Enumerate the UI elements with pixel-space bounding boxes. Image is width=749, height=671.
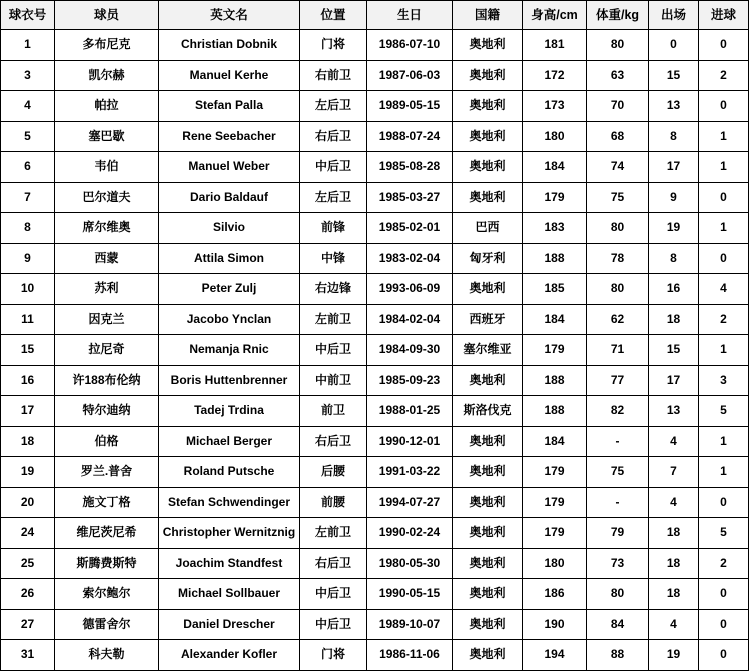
cell-english-name: Tadej Trdina [159, 396, 300, 427]
cell-goals: 0 [699, 243, 749, 274]
cell-birthday: 1985-03-27 [367, 182, 453, 213]
cell-birthday: 1980-05-30 [367, 548, 453, 579]
cell-player: 多布尼克 [55, 30, 159, 61]
cell-nationality: 奥地利 [453, 609, 523, 640]
cell-english-name: Silvio [159, 213, 300, 244]
cell-weight: 74 [587, 152, 649, 183]
cell-weight: - [587, 426, 649, 457]
column-header-appearances: 出场 [649, 1, 699, 30]
cell-nationality: 奥地利 [453, 91, 523, 122]
cell-position: 左前卫 [300, 518, 367, 549]
cell-birthday: 1989-05-15 [367, 91, 453, 122]
table-row [1, 213, 749, 244]
table-row [1, 396, 749, 427]
cell-position: 门将 [300, 30, 367, 61]
cell-appearances: 17 [649, 152, 699, 183]
cell-position: 右后卫 [300, 548, 367, 579]
cell-position: 右后卫 [300, 121, 367, 152]
cell-height: 194 [523, 640, 587, 671]
cell-player: 苏利 [55, 274, 159, 305]
cell-player: 德雷舍尔 [55, 609, 159, 640]
table-row [1, 243, 749, 274]
cell-english-name: Nemanja Rnic [159, 335, 300, 366]
table-row [1, 121, 749, 152]
cell-nationality: 奥地利 [453, 457, 523, 488]
cell-shirt-number: 26 [1, 579, 55, 610]
cell-shirt-number: 24 [1, 518, 55, 549]
cell-nationality: 奥地利 [453, 152, 523, 183]
cell-weight: 70 [587, 91, 649, 122]
cell-nationality: 奥地利 [453, 121, 523, 152]
cell-shirt-number: 10 [1, 274, 55, 305]
cell-goals: 5 [699, 518, 749, 549]
cell-goals: 1 [699, 335, 749, 366]
cell-weight: 80 [587, 274, 649, 305]
cell-position: 后腰 [300, 457, 367, 488]
cell-english-name: Alexander Kofler [159, 640, 300, 671]
cell-appearances: 18 [649, 579, 699, 610]
cell-english-name: Attila Simon [159, 243, 300, 274]
cell-shirt-number: 19 [1, 457, 55, 488]
cell-goals: 2 [699, 60, 749, 91]
cell-player: 斯腾费斯特 [55, 548, 159, 579]
column-header-height: 身高/cm [523, 1, 587, 30]
cell-goals: 0 [699, 487, 749, 518]
cell-appearances: 15 [649, 335, 699, 366]
cell-appearances: 8 [649, 243, 699, 274]
cell-player: 拉尼奇 [55, 335, 159, 366]
cell-weight: 88 [587, 640, 649, 671]
cell-player: 科夫勒 [55, 640, 159, 671]
cell-position: 前卫 [300, 396, 367, 427]
cell-position: 门将 [300, 640, 367, 671]
cell-birthday: 1990-02-24 [367, 518, 453, 549]
cell-birthday: 1988-07-24 [367, 121, 453, 152]
cell-position: 前锋 [300, 213, 367, 244]
cell-position: 中后卫 [300, 152, 367, 183]
table-row [1, 60, 749, 91]
table-row [1, 182, 749, 213]
cell-shirt-number: 1 [1, 30, 55, 61]
cell-height: 185 [523, 274, 587, 305]
cell-goals: 5 [699, 396, 749, 427]
cell-goals: 0 [699, 91, 749, 122]
column-header-player: 球员 [55, 1, 159, 30]
cell-birthday: 1987-06-03 [367, 60, 453, 91]
cell-height: 179 [523, 457, 587, 488]
table-row [1, 426, 749, 457]
cell-shirt-number: 4 [1, 91, 55, 122]
table-row [1, 609, 749, 640]
cell-birthday: 1991-03-22 [367, 457, 453, 488]
cell-position: 中前卫 [300, 365, 367, 396]
column-header-weight: 体重/kg [587, 1, 649, 30]
cell-nationality: 奥地利 [453, 365, 523, 396]
cell-weight: 80 [587, 30, 649, 61]
cell-nationality: 匈牙利 [453, 243, 523, 274]
column-header-goals: 进球 [699, 1, 749, 30]
cell-appearances: 19 [649, 213, 699, 244]
cell-shirt-number: 31 [1, 640, 55, 671]
cell-nationality: 塞尔维亚 [453, 335, 523, 366]
cell-position: 中后卫 [300, 335, 367, 366]
cell-goals: 0 [699, 640, 749, 671]
cell-weight: 71 [587, 335, 649, 366]
cell-birthday: 1986-07-10 [367, 30, 453, 61]
cell-height: 180 [523, 548, 587, 579]
cell-nationality: 奥地利 [453, 60, 523, 91]
cell-goals: 0 [699, 579, 749, 610]
cell-goals: 0 [699, 182, 749, 213]
cell-position: 中后卫 [300, 609, 367, 640]
cell-english-name: Manuel Kerhe [159, 60, 300, 91]
cell-shirt-number: 7 [1, 182, 55, 213]
cell-goals: 1 [699, 121, 749, 152]
cell-nationality: 斯洛伐克 [453, 396, 523, 427]
cell-height: 173 [523, 91, 587, 122]
cell-goals: 0 [699, 30, 749, 61]
cell-english-name: Stefan Schwendinger [159, 487, 300, 518]
cell-english-name: Christopher Wernitznig [159, 518, 300, 549]
cell-height: 184 [523, 426, 587, 457]
cell-shirt-number: 25 [1, 548, 55, 579]
cell-weight: 84 [587, 609, 649, 640]
cell-appearances: 15 [649, 60, 699, 91]
cell-player: 帕拉 [55, 91, 159, 122]
cell-nationality: 奥地利 [453, 548, 523, 579]
cell-height: 179 [523, 182, 587, 213]
cell-nationality: 西班牙 [453, 304, 523, 335]
cell-birthday: 1983-02-04 [367, 243, 453, 274]
cell-height: 179 [523, 335, 587, 366]
cell-birthday: 1994-07-27 [367, 487, 453, 518]
cell-english-name: Roland Putsche [159, 457, 300, 488]
cell-height: 179 [523, 487, 587, 518]
table-header [1, 1, 749, 30]
cell-height: 188 [523, 396, 587, 427]
cell-position: 左后卫 [300, 91, 367, 122]
cell-nationality: 奥地利 [453, 518, 523, 549]
cell-appearances: 19 [649, 640, 699, 671]
column-header-position: 位置 [300, 1, 367, 30]
table-row [1, 457, 749, 488]
column-header-nationality: 国籍 [453, 1, 523, 30]
column-header-english-name: 英文名 [159, 1, 300, 30]
cell-weight: 80 [587, 579, 649, 610]
cell-english-name: Michael Sollbauer [159, 579, 300, 610]
cell-goals: 3 [699, 365, 749, 396]
cell-shirt-number: 5 [1, 121, 55, 152]
cell-goals: 0 [699, 609, 749, 640]
cell-weight: 80 [587, 213, 649, 244]
cell-height: 188 [523, 243, 587, 274]
cell-weight: - [587, 487, 649, 518]
cell-english-name: Rene Seebacher [159, 121, 300, 152]
table-body [1, 30, 749, 671]
cell-height: 179 [523, 518, 587, 549]
cell-height: 184 [523, 304, 587, 335]
cell-player: 索尔鲍尔 [55, 579, 159, 610]
cell-english-name: Joachim Standfest [159, 548, 300, 579]
cell-english-name: Michael Berger [159, 426, 300, 457]
cell-goals: 4 [699, 274, 749, 305]
cell-appearances: 16 [649, 274, 699, 305]
cell-shirt-number: 3 [1, 60, 55, 91]
cell-english-name: Daniel Drescher [159, 609, 300, 640]
cell-nationality: 奥地利 [453, 640, 523, 671]
table-row [1, 30, 749, 61]
cell-birthday: 1993-06-09 [367, 274, 453, 305]
cell-position: 右前卫 [300, 60, 367, 91]
cell-player: 特尔迪纳 [55, 396, 159, 427]
cell-height: 188 [523, 365, 587, 396]
cell-appearances: 4 [649, 609, 699, 640]
cell-player: 西蒙 [55, 243, 159, 274]
cell-birthday: 1989-10-07 [367, 609, 453, 640]
cell-position: 前腰 [300, 487, 367, 518]
cell-appearances: 13 [649, 396, 699, 427]
cell-appearances: 7 [649, 457, 699, 488]
cell-weight: 82 [587, 396, 649, 427]
cell-shirt-number: 15 [1, 335, 55, 366]
cell-goals: 2 [699, 304, 749, 335]
cell-height: 181 [523, 30, 587, 61]
cell-shirt-number: 9 [1, 243, 55, 274]
cell-english-name: Stefan Palla [159, 91, 300, 122]
table-row [1, 91, 749, 122]
cell-goals: 1 [699, 213, 749, 244]
cell-player: 维尼茨尼希 [55, 518, 159, 549]
cell-appearances: 18 [649, 304, 699, 335]
cell-weight: 73 [587, 548, 649, 579]
cell-weight: 68 [587, 121, 649, 152]
cell-nationality: 奥地利 [453, 487, 523, 518]
cell-player: 施文丁格 [55, 487, 159, 518]
cell-appearances: 13 [649, 91, 699, 122]
cell-english-name: Boris Huttenbrenner [159, 365, 300, 396]
cell-appearances: 17 [649, 365, 699, 396]
cell-birthday: 1984-09-30 [367, 335, 453, 366]
cell-height: 186 [523, 579, 587, 610]
cell-weight: 75 [587, 457, 649, 488]
cell-weight: 63 [587, 60, 649, 91]
cell-appearances: 8 [649, 121, 699, 152]
cell-weight: 75 [587, 182, 649, 213]
cell-player: 罗兰.普舍 [55, 457, 159, 488]
cell-goals: 2 [699, 548, 749, 579]
cell-shirt-number: 17 [1, 396, 55, 427]
cell-shirt-number: 6 [1, 152, 55, 183]
cell-player: 席尔维奥 [55, 213, 159, 244]
cell-shirt-number: 11 [1, 304, 55, 335]
cell-appearances: 18 [649, 548, 699, 579]
table-row [1, 365, 749, 396]
cell-birthday: 1985-08-28 [367, 152, 453, 183]
cell-goals: 1 [699, 426, 749, 457]
table-row [1, 274, 749, 305]
column-header-shirt-number: 球衣号 [1, 1, 55, 30]
cell-shirt-number: 18 [1, 426, 55, 457]
table-header-row [1, 1, 749, 30]
cell-weight: 62 [587, 304, 649, 335]
cell-weight: 77 [587, 365, 649, 396]
cell-nationality: 巴西 [453, 213, 523, 244]
cell-height: 180 [523, 121, 587, 152]
cell-birthday: 1986-11-06 [367, 640, 453, 671]
cell-appearances: 0 [649, 30, 699, 61]
cell-english-name: Manuel Weber [159, 152, 300, 183]
cell-player: 因克兰 [55, 304, 159, 335]
cell-birthday: 1990-05-15 [367, 579, 453, 610]
cell-player: 韦伯 [55, 152, 159, 183]
cell-height: 184 [523, 152, 587, 183]
cell-player: 凯尔赫 [55, 60, 159, 91]
table-row [1, 579, 749, 610]
cell-shirt-number: 27 [1, 609, 55, 640]
cell-weight: 78 [587, 243, 649, 274]
cell-nationality: 奥地利 [453, 579, 523, 610]
cell-appearances: 9 [649, 182, 699, 213]
cell-height: 172 [523, 60, 587, 91]
cell-goals: 1 [699, 457, 749, 488]
cell-position: 右后卫 [300, 426, 367, 457]
cell-english-name: Peter Zulj [159, 274, 300, 305]
cell-position: 左前卫 [300, 304, 367, 335]
table-row [1, 152, 749, 183]
cell-player: 许188布伦纳 [55, 365, 159, 396]
cell-height: 190 [523, 609, 587, 640]
cell-height: 183 [523, 213, 587, 244]
column-header-birthday: 生日 [367, 1, 453, 30]
cell-english-name: Dario Baldauf [159, 182, 300, 213]
cell-player: 塞巴歇 [55, 121, 159, 152]
cell-shirt-number: 20 [1, 487, 55, 518]
cell-birthday: 1985-09-23 [367, 365, 453, 396]
table-row [1, 487, 749, 518]
cell-appearances: 4 [649, 426, 699, 457]
cell-english-name: Christian Dobnik [159, 30, 300, 61]
cell-shirt-number: 8 [1, 213, 55, 244]
table-row [1, 548, 749, 579]
cell-nationality: 奥地利 [453, 426, 523, 457]
table-row [1, 518, 749, 549]
cell-player: 伯格 [55, 426, 159, 457]
table-row [1, 304, 749, 335]
cell-goals: 1 [699, 152, 749, 183]
cell-shirt-number: 16 [1, 365, 55, 396]
cell-player: 巴尔道夫 [55, 182, 159, 213]
cell-nationality: 奥地利 [453, 274, 523, 305]
cell-birthday: 1984-02-04 [367, 304, 453, 335]
cell-appearances: 18 [649, 518, 699, 549]
cell-english-name: Jacobo Ynclan [159, 304, 300, 335]
cell-birthday: 1990-12-01 [367, 426, 453, 457]
cell-weight: 79 [587, 518, 649, 549]
cell-position: 中锋 [300, 243, 367, 274]
cell-birthday: 1988-01-25 [367, 396, 453, 427]
table-row [1, 640, 749, 671]
table-row [1, 335, 749, 366]
cell-birthday: 1985-02-01 [367, 213, 453, 244]
cell-nationality: 奥地利 [453, 30, 523, 61]
cell-position: 右边锋 [300, 274, 367, 305]
cell-position: 左后卫 [300, 182, 367, 213]
cell-position: 中后卫 [300, 579, 367, 610]
cell-appearances: 4 [649, 487, 699, 518]
cell-nationality: 奥地利 [453, 182, 523, 213]
